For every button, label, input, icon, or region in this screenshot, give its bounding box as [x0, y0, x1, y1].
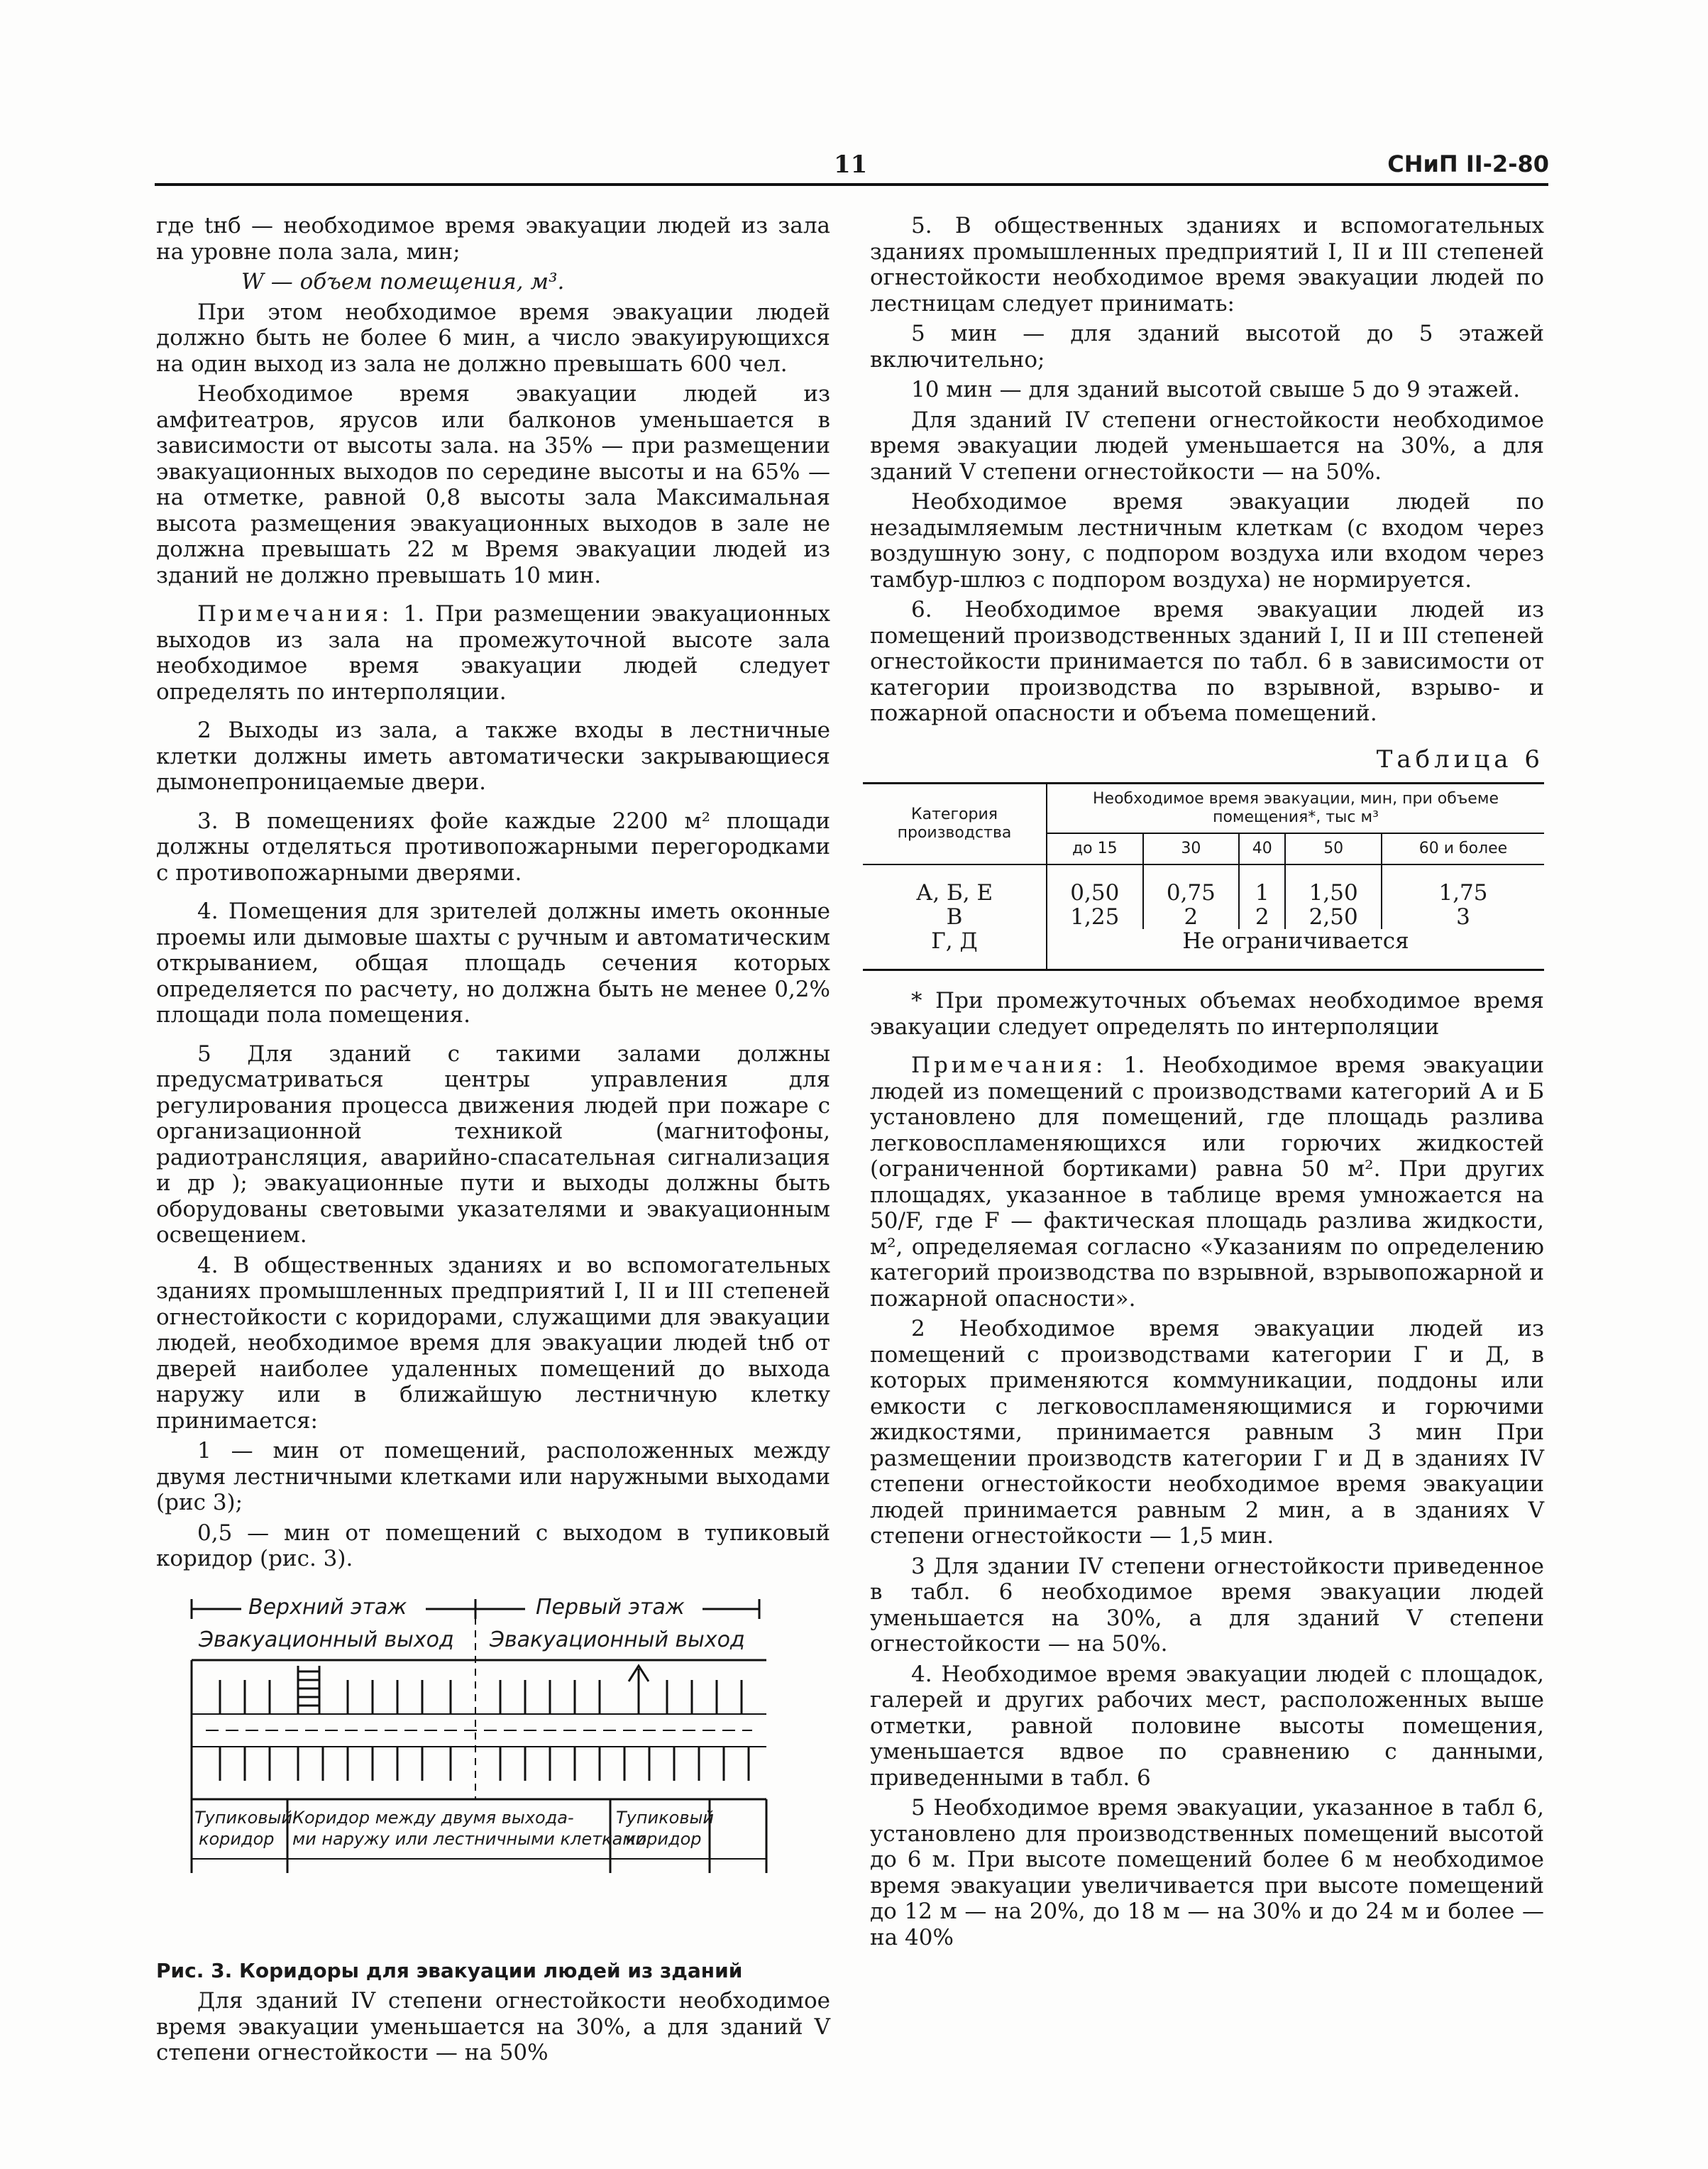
label-corridor-between-2: ми наружу или лестничными клетками	[292, 1828, 646, 1849]
label-dead-end-right-2: коридор	[626, 1828, 702, 1849]
table-cell-category: А, Б, Е	[863, 864, 1047, 905]
document-code: СНиП II-2-80	[1387, 150, 1549, 177]
table-col-header: до 15	[1047, 833, 1143, 864]
section-4: 4. В общественных зданиях и во вспомогательных зданиях промышленных предприятий I, II и III степеней огнестойкости с коридорами, служащими для эвакуации людей, необходимое время для эвакуации людей tнб от дверей наиболее удаленных помещений до выхода наружу или в ближайшую лестничную клетку принимается:	[156, 1252, 830, 1434]
label-top-right: Первый этаж	[536, 1594, 685, 1620]
table-col-header: 50	[1285, 833, 1382, 864]
paragraph: Необходимое время эвакуации людей из амфитеатров, ярусов или балконов уменьшается в зависимости от высоты зала. на 35% — при размещении эвакуационных выходов по середине высоты и на 65% — на отметке, равной 0,8 высоты зала Максимальная высота размещения эвакуационных выходов в зале не должна превышать 22 м Время эвакуации людей из зданий не должно превышать 10 мин.	[156, 381, 830, 588]
table-cell: 2,50	[1285, 905, 1382, 929]
table-col-header: 30	[1143, 833, 1240, 864]
notes-heading: Примечания:	[197, 601, 393, 627]
section-5-paragraph: Для зданий IV степени огнестойкости необходимое время эвакуации людей уменьшается на 30%, а для зданий V степени огнестойкости — на 50%.	[870, 407, 1544, 485]
table-note-5: 5 Необходимое время эвакуации, указанное в табл 6, установлено для производственных помещений высотой до 6 м. При высоте помещений более 6 м необходимое время эвакуации увеличивается при высоте помещений до 12 м — на 20%, до 18 м — на 30% и до 24 м и более — на 40%	[870, 1795, 1544, 1950]
table-cell: 0,75	[1143, 864, 1240, 905]
table-cell: 1	[1239, 864, 1285, 905]
table-row	[863, 905, 1544, 929]
label-dead-end-left-2: коридор	[199, 1828, 275, 1849]
section-5-item-2: 10 мин — для зданий высотой свыше 5 до 9 этажей.	[911, 377, 1521, 402]
table-cell-category: Г, Д	[863, 929, 1047, 970]
table-note-2: 2 Необходимое время эвакуации людей из помещений с производствами категории Г и Д, в которых применяются коммуникации, поддоны или емкости с легковоспламеняющимися и горючими жидкостями, принимается равным 3 мин При размещении производств категории Г и Д в зданиях IV степени огнестойкости необходимое время эвакуации людей принимается равным 2 мин, а в зданиях V степени огнестойкости — 1,5 мин.	[870, 1316, 1544, 1549]
label-exit-left: Эвакуационный выход	[199, 1627, 454, 1652]
formula-definition-t: где tнб — необходимое время эвакуации людей из зала на уровне пола зала, мин;	[156, 213, 830, 265]
table-row	[863, 864, 1544, 905]
table-cell: 2	[1239, 905, 1285, 929]
paragraph-last: Для зданий IV степени огнестойкости необходимое время эвакуации уменьшается на 30%, а для зданий V степени огнестойкости — на 50%	[156, 1988, 830, 2065]
note-1	[156, 601, 830, 705]
label-corridor-between-1: Коридор между двумя выхода-	[292, 1807, 574, 1828]
figure-caption: Рис. 3. Коридоры для эвакуации людей из зданий	[156, 1958, 743, 1982]
paragraph: При этом необходимое время эвакуации людей должно быть не более 6 мин, а число эвакуирующихся на один выход из зала не должно превышать 600 чел.	[156, 299, 830, 377]
notes-heading: Примечания:	[911, 1053, 1107, 1078]
note-text: 1. Необходимое время эвакуации людей из помещений с производствами категорий А и Б установлено для помещений, где площадь разлива легковоспламеняющихся или горючих жидкостей (ограниченной бортиками) равна 50 м². При других площадях, указанное в таблице время умножается на 50/F, где F — фактическая площадь разлива жидкости, м², определяемая согласно «Указаниям по определению категорий производства по взрывной, взрывопожарной и пожарной опасности».	[870, 1053, 1544, 1312]
table-cell: 1,25	[1047, 905, 1143, 929]
table-title: Таблица 6	[1376, 745, 1544, 774]
table-cell-span: Не ограничивается	[1047, 929, 1544, 970]
table-col-header: 60 и более	[1382, 833, 1544, 864]
note-2: 2 Выходы из зала, а также входы в лестничные клетки должны иметь автоматически закрывающиеся дымонепроницаемые двери.	[156, 718, 830, 795]
label-dead-end-right-1: Тупиковый	[616, 1807, 715, 1828]
table-cell: 3	[1382, 905, 1544, 929]
table-cell: 1,50	[1285, 864, 1382, 905]
label-dead-end-left-1: Тупиковый	[194, 1807, 293, 1828]
table-note-4: 4. Необходимое время эвакуации людей с площадок, галерей и других рабочих мест, расположенных выше отметки, равной половине высоты помещения, уменьшается вдвое по сравнению с данными, приведенными в табл. 6	[870, 1661, 1544, 1791]
table-row	[863, 929, 1544, 970]
table-cell: 1,75	[1382, 864, 1544, 905]
label-exit-right: Эвакуационный выход	[490, 1627, 745, 1652]
table-cell: 0,50	[1047, 864, 1143, 905]
formula-definition-w: W — объем помещения, м³.	[241, 269, 565, 295]
note-text: 1. При размещении эвакуационных выходов из зала на промежуточной высоте зала необходимое время эвакуации людей следует определять по интерполяции.	[156, 601, 831, 705]
table-note-1	[870, 1053, 1544, 1312]
left-column	[156, 213, 830, 2070]
note-4: 4. Помещения для зрителей должны иметь оконные проемы или дымовые шахты с ручным и автоматическим открыванием, общая площадь сечения которых определяется по расчету, но должна быть не менее 0,2% площади пола помещения.	[156, 899, 830, 1028]
label-top-left: Верхний этаж	[248, 1594, 407, 1620]
table-note-3: 3 Для здании IV степени огнестойкости приведенное в табл. 6 необходимое время эвакуации людей уменьшается на 30%, а для зданий V степени огнестойкости — на 50%.	[870, 1553, 1544, 1657]
section-5: 5. В общественных зданиях и вспомогательных зданиях промышленных предприятий I, II и III степеней огнестойкости необходимое время эвакуации людей по лестницам следует принимать:	[870, 213, 1544, 317]
page-number: 11	[834, 150, 868, 179]
section-4-item-2: 0,5 — мин от помещений с выходом в тупиковый коридор (рис. 3).	[156, 1520, 830, 1571]
table-cell: 2	[1143, 905, 1240, 929]
note-5: 5 Для зданий с такими залами должны предусматриваться центры управления для регулирования процесса движения людей при пожаре с организационной техникой (магнитофоны, радиотрансляция, аварийно-спасательная сигнализация и др ); эвакуационные пути и выходы должны быть оборудованы световыми указателями и эвакуационным освещением.	[156, 1040, 830, 1248]
header-rule	[155, 183, 1548, 186]
table-header-group: Необходимое время эвакуации, мин, при объеме помещения*, тыс м³	[1047, 784, 1544, 834]
section-4-item-1: 1 — мин от помещений, расположенных между двумя лестничными клетками или наружными выходами (рис 3);	[156, 1438, 830, 1515]
table-header-category: Категория производства	[863, 784, 1047, 865]
table-cell-category: В	[863, 905, 1047, 929]
right-column	[870, 213, 1544, 1955]
section-6: 6. Необходимое время эвакуации людей из помещений производственных зданий I, II и III степеней огнестойкости принимается по табл. 6 в зависимости от категории производства по взрывной, взрыво- и пожарной опасности и объема помещений.	[870, 597, 1544, 726]
table-footnote: * При промежуточных объемах необходимое время эвакуации следует определять по интерполяции	[870, 988, 1544, 1040]
figure-3-corridor-diagram	[177, 1589, 788, 1958]
section-5-paragraph: Необходимое время эвакуации людей по незадымляемым лестничным клеткам (с входом через воздушную зону, с подпором воздуха или входом через тамбур-шлюз с подпором воздуха) не нормируется.	[870, 489, 1544, 593]
table-6	[863, 782, 1544, 971]
section-5-item-1: 5 мин — для зданий высотой до 5 этажей включительно;	[870, 321, 1544, 373]
table-col-header: 40	[1239, 833, 1285, 864]
note-3: 3. В помещениях фойе каждые 2200 м² площади должны отделяться противопожарными перегородками с противопожарными дверями.	[156, 808, 830, 886]
